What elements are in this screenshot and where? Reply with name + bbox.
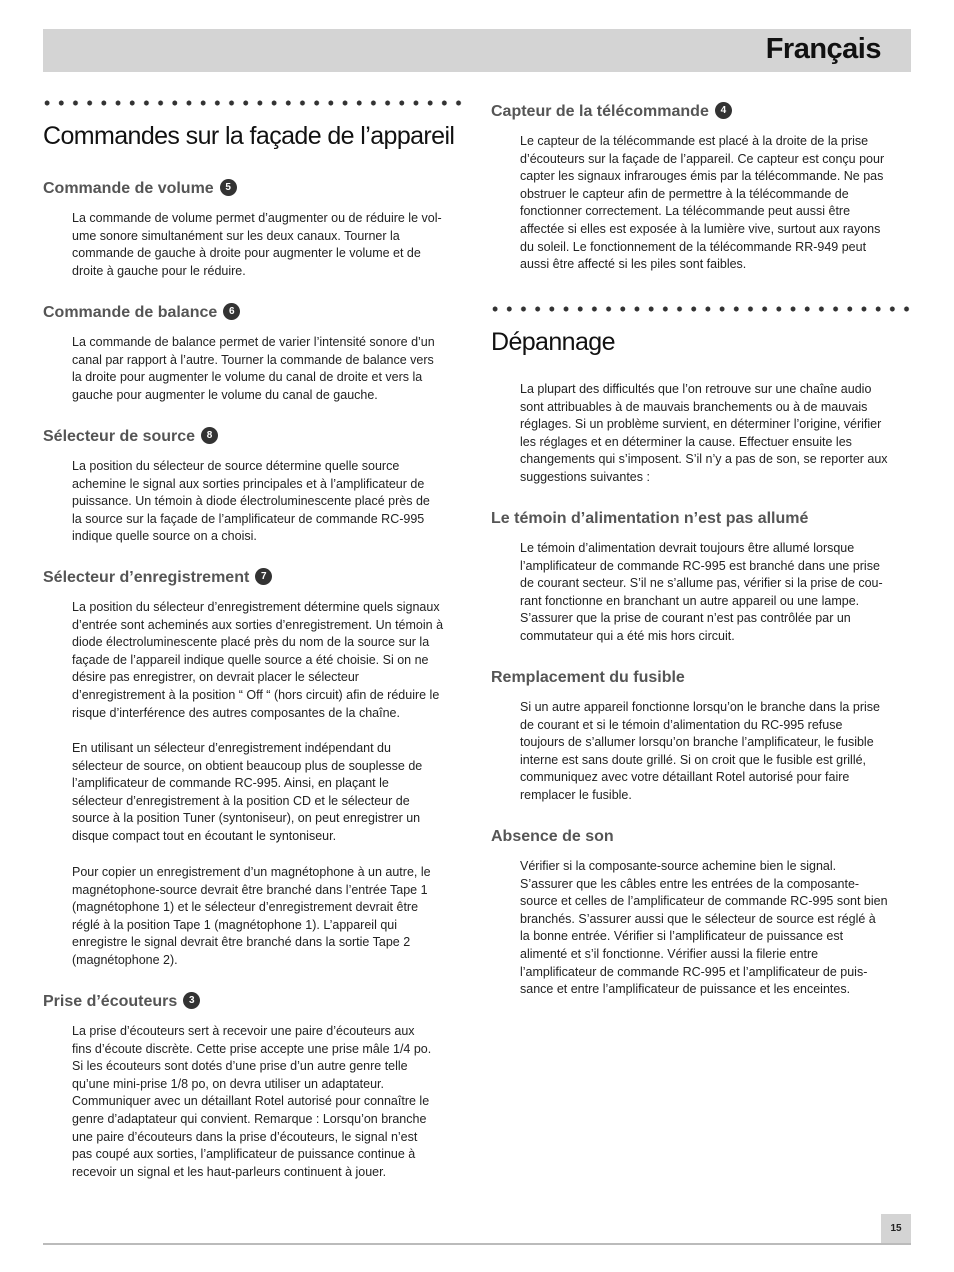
dotted-divider: [491, 305, 912, 313]
subheading-balance: [43, 304, 240, 322]
subheading-fuse: Remplacement du fusible: [491, 669, 685, 686]
subheading-label: Commande de volume: [43, 180, 214, 197]
subheading-label: Prise d’écouteurs: [43, 993, 178, 1010]
paragraph-volume: La commande de volume permet d’augmenter ou de réduire le vol- ume sonore simultanément sur les deux canaux. Tourner la commande de gauche à droite pour augmenter le volume et de droite à gauche pour le réduire.: [72, 211, 442, 278]
paragraph-power-indicator: Le témoin d’alimentation devrait toujours être allumé lorsque l’amplificateur de commande RC-995 est branché dans une prise de courant secteur. S’il ne s’allume pas, vérifier si la prise de cou- rant fonctionne en branchant un autre appareil ou une lampe. S’assurer que la prise de courant n’est pas contrôlée par un commutateur qui a été mis hors circuit.: [520, 541, 883, 643]
callout-number-badge: 7: [255, 568, 272, 585]
section-heading-controls: Commandes sur la façade de l’appareil: [43, 122, 455, 150]
subheading-headphones: [43, 993, 200, 1011]
paragraph-no-sound: Vérifier si la composante-source achemine bien le signal. S’assurer que les câbles entre les entrées de la composante- source et celles de l’amplificateur de commande RC-995 sont bien branchés. S’assurer aussi que le sélecteur de source est réglé à la bonne entrée. Vérifier si l’amplificateur de puissance est alimenté et s’il fonctionne. Vérifier aussi la filerie entre l’amplificateur de commande RC-995 et l’amplificateur de puis- sance et entre l’amplificateur de puissance et les enceintes.: [520, 859, 888, 997]
callout-number-badge: 5: [220, 179, 237, 196]
subheading-power-indicator: Le témoin d’alimentation n’est pas allumé: [491, 510, 809, 527]
subheading-volume: [43, 180, 237, 198]
subheading-label: Commande de balance: [43, 304, 218, 321]
callout-number-badge: 8: [201, 427, 218, 444]
subheading-no-sound: Absence de son: [491, 828, 614, 845]
subheading-source-selector: [43, 428, 218, 446]
footer-rule: [43, 1243, 911, 1245]
subheading-record-selector: [43, 569, 272, 587]
subheading-label: Sélecteur de source: [43, 428, 196, 445]
subheading-label: Capteur de la télécommande: [491, 103, 709, 120]
paragraph-record-selector-1: La position du sélecteur d’enregistrement détermine quels signaux d’entrée sont acheminés aux sorties d’enregistrement. Un témoin à diode électroluminescente placé près du nom de la source sur la façade de l’appareil indique quelle source a été choisie. Si on ne désire pas enregistrer, on devrait placer le sélecteur d’enregistrement à la position “ Off “ (hors circuit) afin de réduire le risque d’interférence des autres composantes de la chaîne.: [72, 600, 444, 720]
paragraph-record-selector-3: Pour copier un enregistrement d’un magnétophone à un autre, le magnétophone-source devrait être branché dans l’entrée Tape 1 (magnétophone 1) et le sélecteur d’enregistrement devrait être réglé à la position Tape 1 (magnétophone 1). L’appareil qui enregistre le signal devrait être branché dans la sortie Tape 2 (magnétophone 2).: [72, 865, 431, 967]
paragraph-balance: La commande de balance permet de varier l’intensité sonore d’un canal par rapport à l’autre. Tourner la commande de balance vers la droite pour augmenter le volume du canal de droite et vers la gauche pour augmenter le volume du canal de gauche.: [72, 335, 435, 402]
callout-number-badge: 4: [715, 102, 732, 119]
paragraph-fuse: Si un autre appareil fonctionne lorsqu’on le branche dans la prise de courant et si le témoin d’alimentation du RC-995 refuse toujours de s’allumer lorsqu’on branche l’amplificateur, le fusible interne est sans doute grillé. Si on croit que le fusible est grillé, communiquez avec votre détaillant Rotel autorisé pour faire remplacer le fusible.: [520, 700, 880, 802]
paragraph-source-selector: La position du sélecteur de source détermine quelle source achemine le signal aux sorties principales et à l’amplificateur de puissance. Un témoin à diode électroluminescente placé près de la source sur la façade de l’amplificateur de commande RC-995 indique quelle source on a choisi.: [72, 459, 430, 544]
language-header-bar: [43, 29, 911, 72]
dotted-divider: [43, 99, 464, 107]
language-title: Français: [765, 33, 881, 65]
paragraph-record-selector-2: En utilisant un sélecteur d’enregistrement indépendant du sélecteur de source, on obtient beaucoup plus de souplesse de l’amplificateur de commande RC-995. Ainsi, en plaçant le sélecteur d’enregistrement à la position CD et le sélecteur de source à la position Tuner (syntoniseur), on peut enregistrer un disque compact tout en écoutant le syntoniseur.: [72, 741, 423, 843]
callout-number-badge: 3: [183, 992, 200, 1009]
callout-number-badge: 6: [223, 303, 240, 320]
paragraph-headphones: La prise d’écouteurs sert à recevoir une paire d’écouteurs aux fins d’écoute discrète. Cette prise accepte une prise mâle 1/4 po. Si les écouteurs sont dotés d’une prise d’un autre genre telle qu’une mini-prise 1/8 po, on devra utiliser un adaptateur. Communiquer avec un détaillant Rotel autorisé pour connaître le genre d’adaptateur qui convient. Remarque : Lorsqu’on branche une paire d’écouteurs dans la prise d’écouteurs, le signal n’est pas coupé aux sorties, l’amplificateur de puissance continue à recevoir un signal et les haut-parleurs continuent à jouer.: [72, 1024, 432, 1179]
paragraph-remote-sensor: Le capteur de la télécommande est placé à la droite de la prise d’écouteurs sur la façade de l’appareil. Ce capteur est conçu pour capter les signaux infrarouges émis par la télécommande. Ne pas obstruer le capteur afin de permettre à la télécommande de fonctionner correctement. La télécommande peut aussi être affectée si elles est exposée à la lumière vive, surtout aux rayons du soleil. Le fonctionnement de la télécommande RR-949 peut aussi être affecté si les piles sont faibles.: [520, 134, 885, 272]
paragraph-troubleshooting-intro: La plupart des difficultés que l’on retrouve sur une chaîne audio sont attribuables à de mauvais branchements ou à de mauvais réglages. Si un problème survient, en déterminer l’origine, vérifier les réglages et en déterminer la cause. Effectuer ensuite les changements qui s’imposent. S’il n’y a pas de son, se reporter aux suggestions suivantes :: [520, 382, 888, 484]
page-number: 15: [881, 1214, 911, 1244]
subheading-remote-sensor: [491, 103, 732, 121]
subheading-label: Sélecteur d’enregistrement: [43, 569, 250, 586]
section-heading-troubleshooting: Dépannage: [491, 328, 615, 356]
